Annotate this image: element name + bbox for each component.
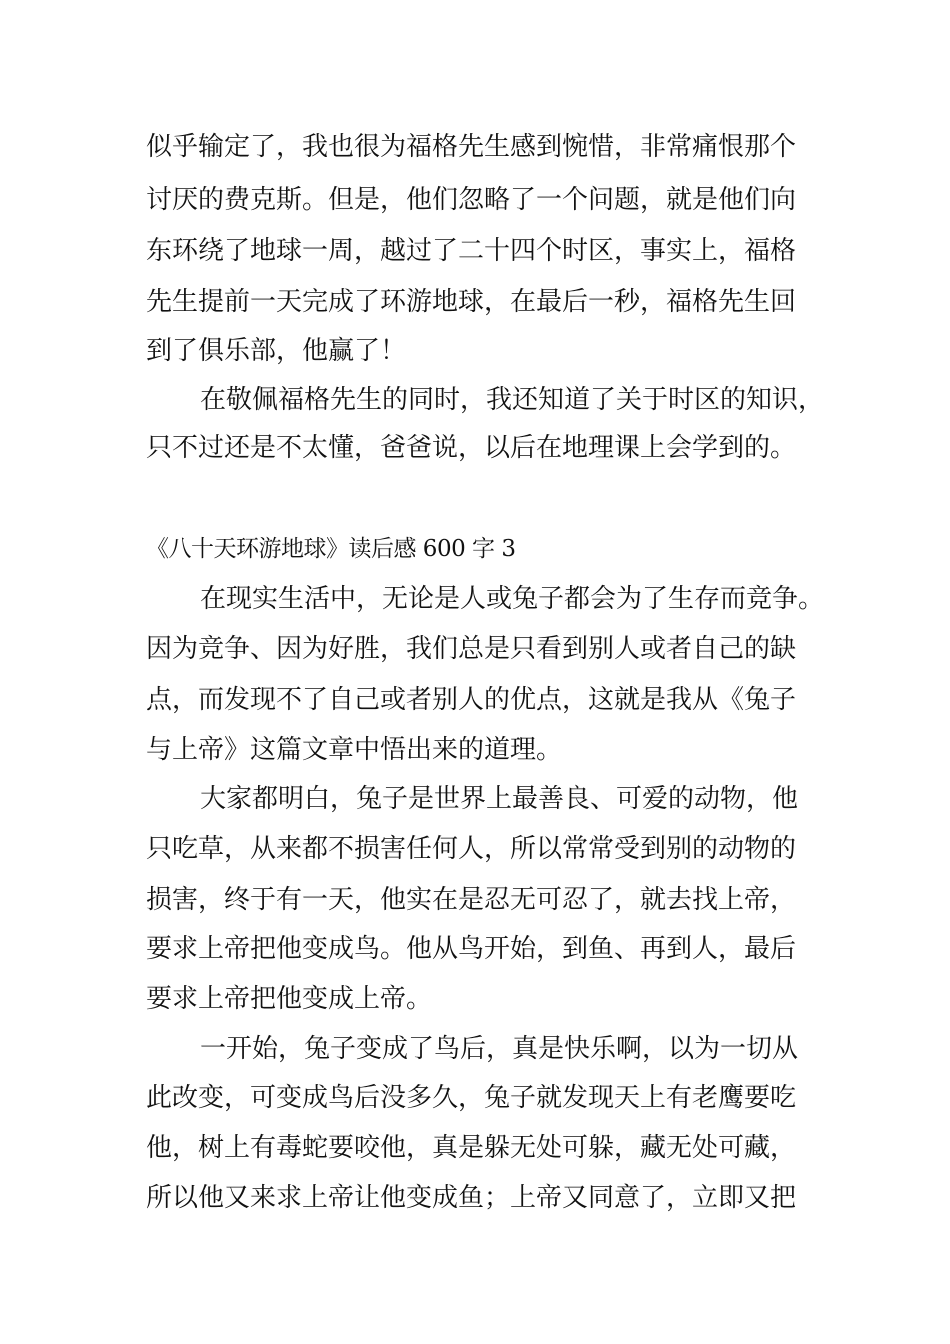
text-line: 先生提前一天完成了环游地球，在最后一秒，福格先生回 [146, 287, 797, 317]
text-line: 要求上帝把他变成鸟。他从鸟开始，到鱼、再到人，最后 [146, 934, 797, 964]
text-line: 点，而发现不了自己或者别人的优点，这就是我从《兔子 [146, 685, 797, 715]
text-line: 只不过还是不太懂，爸爸说，以后在地理课上会学到的。 [146, 433, 797, 463]
text-line: 东环绕了地球一周，越过了二十四个时区，事实上，福格 [146, 236, 797, 266]
text-line: 大家都明白，兔子是世界上最善良、可爱的动物，他 [200, 784, 799, 814]
text-line: 损害，终于有一天，他实在是忍无可忍了，就去找上帝， [146, 885, 797, 915]
text-line: 他，树上有毒蛇要咬他，真是躲无处可躲，藏无处可藏， [146, 1133, 797, 1163]
text-line: 在现实生活中，无论是人或兔子都会为了生存而竞争。 [200, 584, 825, 614]
text-line: 似乎输定了，我也很为福格先生感到惋惜，非常痛恨那个 [146, 132, 797, 162]
text-line: 一开始，兔子变成了鸟后，真是快乐啊，以为一切从 [200, 1034, 799, 1064]
text-line: 与上帝》这篇文章中悟出来的道理。 [146, 735, 563, 765]
text-line: 因为竞争、因为好胜，我们总是只看到别人或者自己的缺 [146, 634, 797, 664]
text-line: 到了俱乐部，他赢了！ [146, 336, 407, 366]
text-line: 在敬佩福格先生的同时，我还知道了关于时区的知识， [200, 385, 825, 415]
text-line: 所以他又来求上帝让他变成鱼；上帝又同意了，立即又把 [146, 1183, 797, 1213]
text-line: 此改变，可变成鸟后没多久，兔子就发现天上有老鹰要吃 [146, 1083, 797, 1113]
text-line: 讨厌的费克斯。但是，他们忽略了一个问题，就是他们向 [146, 185, 797, 215]
text-line: 要求上帝把他变成上帝。 [146, 984, 433, 1014]
text-line: 只吃草，从来都不损害任何人，所以常常受到别的动物的 [146, 834, 797, 864]
section-heading: 《八十天环游地球》读后感 600 字 3 [146, 536, 516, 562]
